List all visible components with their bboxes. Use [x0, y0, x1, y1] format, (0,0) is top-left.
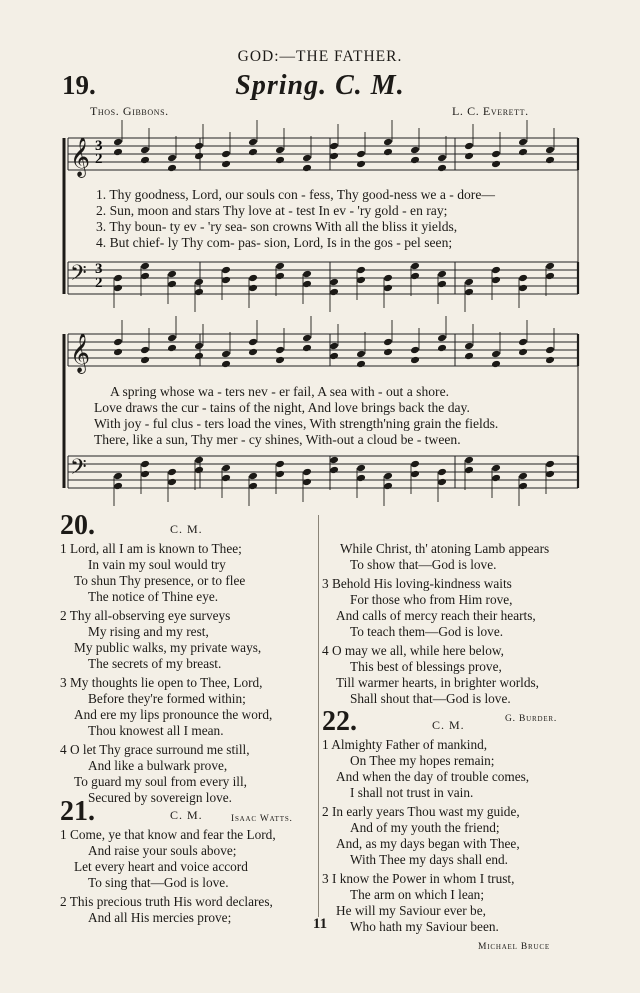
hymn-22-s2-l3: And, as my days began with Thee,	[336, 836, 520, 851]
hymn-21-s1-l3: Let every heart and voice accord	[74, 859, 248, 874]
note-head	[221, 160, 231, 169]
hymn-21-s4-l3: Till warmer hearts, in brighter worlds,	[336, 675, 539, 690]
note-head	[221, 266, 231, 275]
note-head	[464, 466, 474, 475]
note-head	[302, 344, 312, 353]
note-head	[140, 470, 150, 479]
note-head	[302, 164, 312, 173]
note-head	[437, 478, 447, 487]
hymn-20-s3-l2: Before they're formed within;	[88, 691, 246, 706]
hymn-20-s4-l2: And like a bulwark prove,	[88, 758, 228, 773]
note-head	[221, 360, 231, 369]
hymn-21-s3-l3: And calls of mercy reach their hearts,	[336, 608, 536, 623]
hymn-21-s3-l4: To teach them—God is love.	[350, 624, 504, 639]
note-head	[545, 146, 555, 155]
note-head	[464, 152, 474, 161]
hymn-21-author: G. Burder.	[505, 714, 558, 724]
verse-2-line-a: 2. Sun, moon and stars Thy love at - test In ev - 'ry gold - en ray;	[96, 203, 448, 218]
note-head	[275, 272, 285, 281]
hymn-19-music-credit: L. C. Everett.	[452, 104, 529, 118]
note-head	[356, 464, 366, 473]
note-head	[113, 482, 123, 491]
note-head	[518, 472, 528, 481]
note-head	[437, 468, 447, 477]
note-head	[302, 280, 312, 289]
verse-4-line-a: 4. But chief- ly Thy com- pas- sion, Lord, Is in the gos - pel seen;	[96, 235, 453, 250]
note-head	[275, 346, 285, 355]
note-head	[410, 460, 420, 469]
treble-clef-icon: 𝄞	[70, 333, 91, 373]
note-head	[383, 482, 393, 491]
note-head	[383, 138, 393, 147]
note-head	[167, 344, 177, 353]
note-head	[545, 460, 555, 469]
note-head	[545, 156, 555, 165]
note-head	[113, 274, 123, 283]
hymn-22-meter: C. M.	[432, 718, 465, 732]
hymn-21-s1-l4: To sing that—God is love.	[88, 875, 229, 890]
note-head	[167, 334, 177, 343]
note-head	[113, 284, 123, 293]
note-head	[140, 272, 150, 281]
note-head	[410, 146, 420, 155]
hymn-20-s2-l1: 2 Thy all-observing eye surveys	[60, 608, 231, 623]
note-head	[275, 470, 285, 479]
note-head	[518, 338, 528, 347]
note-head	[464, 352, 474, 361]
hymn-20-s1-l3: To shun Thy presence, or to flee	[74, 573, 246, 588]
note-head	[545, 356, 555, 365]
note-head	[248, 482, 258, 491]
note-head	[194, 288, 204, 297]
note-head	[275, 356, 285, 365]
hymn-21-s4-l4: Shall shout that—God is love.	[350, 691, 511, 706]
note-head	[356, 276, 366, 285]
note-head	[167, 468, 177, 477]
note-head	[356, 266, 366, 275]
hymn-22-s2-l4: With Thee my days shall end.	[350, 852, 509, 867]
note-head	[383, 274, 393, 283]
hymn-20-s3-l4: Thou knowest all I mean.	[88, 723, 224, 738]
note-head	[464, 342, 474, 351]
note-head	[302, 478, 312, 487]
note-head	[302, 270, 312, 279]
hymn-22-s1-l1: 1 Almighty Father of mankind,	[322, 737, 488, 752]
note-head	[410, 346, 420, 355]
hymn-21-s4-l2: This best of blessings prove,	[350, 659, 502, 674]
hymn-22-s3-l4: Who hath my Saviour been.	[350, 919, 499, 934]
note-head	[410, 470, 420, 479]
note-head	[275, 460, 285, 469]
time-signature-bottom: 2	[95, 151, 103, 167]
note-head	[383, 472, 393, 481]
note-head	[329, 352, 339, 361]
hymn-20-meter: C. M.	[170, 522, 203, 536]
note-head	[437, 334, 447, 343]
verse-3-line-b: With joy - ful clus - ters load the vines, With strength'ning grain the fields.	[94, 416, 499, 431]
note-head	[194, 152, 204, 161]
hymn-20-s4-l3: To guard my soul from every ill,	[74, 774, 248, 789]
note-head	[437, 270, 447, 279]
hymn-22-s3-l2: The arm on which I lean;	[350, 887, 485, 902]
note-head	[491, 276, 501, 285]
hymn-22-number: 22.	[322, 706, 357, 737]
note-head	[464, 456, 474, 465]
note-head	[410, 272, 420, 281]
note-head	[275, 146, 285, 155]
note-head	[140, 460, 150, 469]
note-head	[275, 156, 285, 165]
note-head	[194, 342, 204, 351]
note-head	[194, 278, 204, 287]
hymn-21-s4-l1: 4 O may we all, while here below,	[322, 643, 504, 658]
hymn-21-s2-l4: To show that—God is love.	[350, 557, 497, 572]
hymn-20-s3-l3: And ere my lips pronounce the word,	[74, 707, 273, 722]
hymn-21-s2-l2: And all His mercies prove;	[88, 910, 232, 925]
hymn-22-author: Michael Bruce	[478, 942, 550, 952]
note-head	[194, 142, 204, 151]
hymn-20-s2-l4: The secrets of my breast.	[88, 656, 222, 671]
note-head	[248, 138, 258, 147]
hymn-20-number: 20.	[60, 510, 95, 541]
note-head	[518, 284, 528, 293]
bass-clef-icon: 𝄢	[70, 261, 87, 291]
note-head	[167, 270, 177, 279]
note-head	[356, 160, 366, 169]
hymn-19-words-credit: Thos. Gibbons.	[90, 104, 169, 118]
note-head	[275, 262, 285, 271]
note-head	[410, 262, 420, 271]
note-head	[545, 262, 555, 271]
bass-clef-icon: 𝄢	[70, 455, 87, 485]
time-signature-top: 3	[95, 138, 103, 154]
hymn-19-number: 19.	[62, 70, 96, 100]
hymn-22-s3-l1: 3 I know the Power in whom I trust,	[322, 871, 515, 886]
hymn-20-s4-l4: Secured by sovereign love.	[88, 790, 233, 805]
hymn-20-s4-l1: 4 O let Thy grace surround me still,	[60, 742, 250, 757]
note-head	[437, 280, 447, 289]
note-head	[248, 148, 258, 157]
note-head	[491, 160, 501, 169]
hymn-20-s1-l1: 1 Lord, all I am is known to Thee;	[60, 541, 242, 556]
hymn-21-s1-l1: 1 Come, ye that know and fear the Lord,	[60, 827, 276, 842]
note-head	[221, 350, 231, 359]
hymn-21-s2-l3: While Christ, th' atoning Lamb appears	[340, 541, 550, 556]
note-head	[518, 148, 528, 157]
note-head	[113, 138, 123, 147]
hymn-21-s1-l2: And raise your souls above;	[88, 843, 237, 858]
note-head	[518, 274, 528, 283]
bass-time-signature-top: 3	[95, 261, 103, 277]
verse-1-line-b: A spring whose wa - ters nev - er fail, A sea with - out a shore.	[110, 384, 450, 399]
note-head	[383, 148, 393, 157]
note-head	[491, 474, 501, 483]
note-head	[140, 146, 150, 155]
note-head	[545, 272, 555, 281]
note-head	[221, 276, 231, 285]
note-head	[491, 150, 501, 159]
hymn-22-s1-l3: And when the day of trouble comes,	[336, 769, 530, 784]
note-head	[113, 338, 123, 347]
verse-3-line-a: 3. Thy boun- ty ev - 'ry sea- son crowns With all the bliss it yields,	[96, 219, 458, 234]
note-head	[383, 338, 393, 347]
hymn-20-s1-l4: The notice of Thine eye.	[88, 589, 219, 604]
note-head	[140, 356, 150, 365]
verse-2-line-b: Love draws the cur - tains of the night, And love brings back the day.	[94, 400, 470, 415]
note-head	[167, 154, 177, 163]
verse-1-line-a: 1. Thy goodness, Lord, our souls con - fess, Thy good-ness we a - dore—	[96, 187, 495, 202]
note-head	[248, 338, 258, 347]
note-head	[302, 468, 312, 477]
note-head	[221, 150, 231, 159]
note-head	[437, 164, 447, 173]
hymn-20-s1-l2: In vain my soul would try	[88, 557, 226, 572]
hymn-20-s3-l1: 3 My thoughts lie open to Thee, Lord,	[60, 675, 263, 690]
note-head	[329, 278, 339, 287]
note-head	[302, 154, 312, 163]
hymn-20-s2-l3: My public walks, my private ways,	[74, 640, 262, 655]
note-head	[113, 348, 123, 357]
note-head	[464, 142, 474, 151]
note-head	[518, 482, 528, 491]
hymn-21-meter: C. M.	[170, 808, 203, 822]
verse-4-line-b: There, like a sun, Thy mer - cy shines, With-out a cloud be - tween.	[94, 432, 461, 447]
note-head	[248, 284, 258, 293]
note-head	[221, 464, 231, 473]
note-head	[329, 466, 339, 475]
note-head	[356, 474, 366, 483]
note-head	[383, 348, 393, 357]
hymn-22-s3-l3: He will my Saviour ever be,	[336, 903, 486, 918]
hymn-19-title: Spring. C. M.	[235, 70, 405, 101]
note-head	[518, 138, 528, 147]
note-head	[491, 360, 501, 369]
note-head	[491, 464, 501, 473]
hymn-22-s1-l2: On Thee my hopes remain;	[350, 753, 495, 768]
note-head	[248, 274, 258, 283]
note-head	[329, 342, 339, 351]
note-head	[518, 348, 528, 357]
hymn-22-s2-l2: And of my youth the friend;	[350, 820, 500, 835]
note-head	[329, 152, 339, 161]
note-head	[302, 334, 312, 343]
note-head	[437, 344, 447, 353]
hymn-21-s2-l1: 2 This precious truth His word declares,	[60, 894, 273, 909]
note-head	[167, 164, 177, 173]
note-head	[491, 350, 501, 359]
treble-clef-icon: 𝄞	[70, 137, 91, 177]
note-head	[194, 352, 204, 361]
note-head	[248, 348, 258, 357]
hymn-21-s3-l1: 3 Behold His loving-kindness waits	[322, 576, 512, 591]
note-head	[167, 280, 177, 289]
note-head	[464, 278, 474, 287]
note-head	[491, 266, 501, 275]
hymn-20-author: Isaac Watts.	[231, 814, 293, 824]
hymn-21-s3-l2: For those who from Him rove,	[350, 592, 513, 607]
note-head	[356, 360, 366, 369]
section-heading: GOD:—THE FATHER.	[237, 48, 403, 65]
note-head	[140, 156, 150, 165]
note-head	[356, 150, 366, 159]
note-head	[437, 154, 447, 163]
note-head	[383, 284, 393, 293]
note-head	[248, 472, 258, 481]
note-head	[410, 356, 420, 365]
note-head	[329, 142, 339, 151]
hymn-21-number: 21.	[60, 796, 95, 827]
bass-time-signature-bottom: 2	[95, 275, 103, 291]
note-head	[221, 474, 231, 483]
note-head	[194, 466, 204, 475]
note-head	[113, 472, 123, 481]
note-head	[113, 148, 123, 157]
note-head	[410, 156, 420, 165]
column-divider	[318, 515, 319, 917]
page-number: 11	[312, 916, 328, 932]
note-head	[329, 288, 339, 297]
note-head	[545, 470, 555, 479]
note-head	[167, 478, 177, 487]
hymn-22-s2-l1: 2 In early years Thou wast my guide,	[322, 804, 520, 819]
note-head	[356, 350, 366, 359]
note-head	[140, 346, 150, 355]
note-head	[329, 456, 339, 465]
hymn-22-s1-l4: I shall not trust in vain.	[350, 785, 474, 800]
hymn-20-s2-l2: My rising and my rest,	[88, 624, 209, 639]
note-head	[140, 262, 150, 271]
note-head	[464, 288, 474, 297]
note-head	[194, 456, 204, 465]
note-head	[545, 346, 555, 355]
